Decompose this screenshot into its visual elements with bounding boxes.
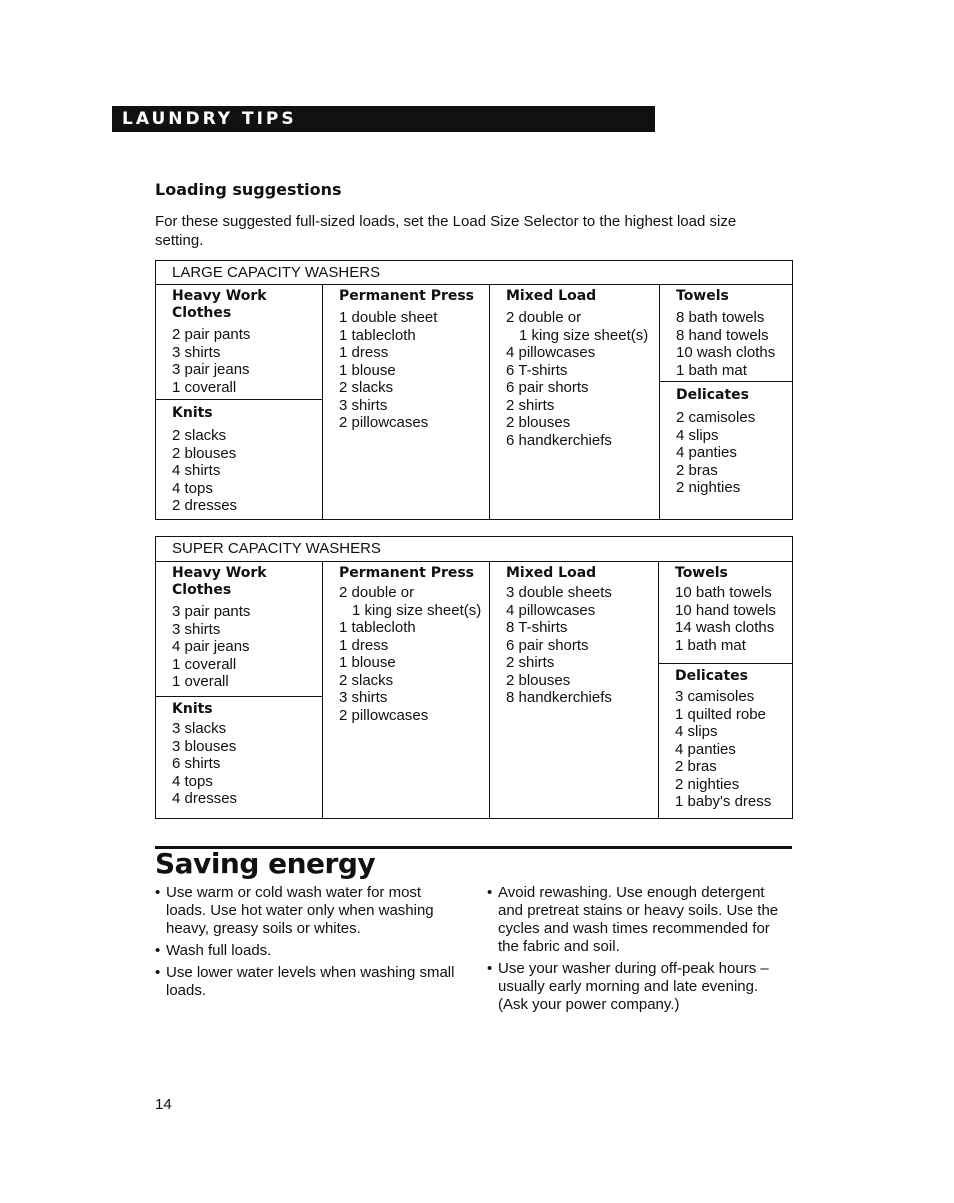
list-item: 2 double or (506, 309, 582, 326)
heavy-work-column (156, 285, 322, 519)
list-item: 2 blouses (506, 414, 571, 431)
list-item: 2 blouses (506, 671, 571, 689)
list-item: 4 pillowcases (506, 601, 596, 619)
list-item: • Wash full loads. (155, 942, 455, 960)
item-list (506, 309, 659, 449)
list-item: 6 pair shorts (506, 379, 589, 396)
list-item: 1 coverall (172, 655, 237, 673)
list-item: 2 pillowcases (339, 706, 429, 724)
list-item: 2 dresses (172, 497, 238, 514)
list-item: 1 blouse (339, 654, 396, 671)
list-item: 1 blouse (339, 361, 396, 379)
list-item: • Use lower water levels when washing small loads. (155, 964, 455, 1000)
list-item: 2 slacks (172, 427, 227, 444)
list-item: 2 bras (676, 461, 718, 479)
list-item: 2 pair pants (172, 326, 251, 343)
list-item: 6 shirts (172, 755, 221, 772)
column-heading: Towels (675, 565, 728, 581)
page-number: 14 (155, 1096, 172, 1113)
list-item: 2 nighties (676, 479, 741, 496)
column-heading: Delicates (676, 387, 749, 403)
list-item: 2 nighties (675, 775, 740, 793)
towels-delicates-column (658, 562, 792, 818)
mixed-load-column (489, 285, 659, 519)
list-item: 3 shirts (172, 343, 221, 361)
list-item: 10 hand towels (675, 601, 776, 619)
column-heading: Knits (172, 405, 213, 421)
item-list (506, 584, 658, 707)
list-item: 14 wash cloths (675, 619, 775, 636)
list-item: 3 shirts (172, 620, 221, 638)
list-item: 8 hand towels (676, 326, 769, 344)
list-item: 1 tablecloth (339, 619, 416, 636)
energy-tips-right (487, 884, 792, 1018)
item-list (676, 309, 792, 379)
list-item: 6 handkerchiefs (506, 431, 612, 449)
list-item: 2 bras (675, 758, 717, 775)
list-item: 4 tops (172, 479, 213, 497)
list-item: 2 blouses (172, 444, 237, 462)
list-item: 3 camisoles (675, 688, 755, 705)
column-heading: Mixed Load (506, 565, 597, 581)
item-list (172, 326, 322, 396)
list-item: 1 coverall (172, 378, 237, 396)
list-item: 3 slacks (172, 720, 227, 737)
item-list (339, 584, 489, 724)
list-item: 4 dresses (172, 790, 238, 807)
list-item: 10 wash cloths (676, 344, 776, 361)
permanent-press-column (322, 562, 489, 818)
column-heading: Towels (676, 288, 729, 304)
list-item: 4 panties (675, 740, 736, 758)
list-item: 1 king size sheet(s) (519, 326, 649, 344)
super-capacity-table (155, 536, 793, 819)
list-item: 6 pair shorts (506, 636, 589, 654)
column-heading: Permanent Press (339, 288, 475, 304)
list-item: 10 bath towels (675, 584, 772, 601)
column-heading: Delicates (675, 668, 748, 684)
column-heading: Knits (172, 701, 213, 717)
list-item: 3 shirts (339, 689, 388, 706)
item-list (339, 309, 489, 432)
column-heading: Heavy Work (172, 565, 267, 581)
list-item: • Use your washer during off-peak hours – usually early morning and late evening. (Ask your power company.) (487, 960, 792, 1014)
heavy-work-column (156, 562, 322, 818)
large-capacity-table (155, 260, 793, 520)
saving-energy-heading: Saving energy (155, 847, 376, 880)
list-item: • Use warm or cold wash water for most loads. Use hot water only when washing heavy, greasy soils or whites. (155, 884, 455, 938)
list-item: 2 camisoles (676, 409, 756, 426)
list-item: 1 tablecloth (339, 326, 416, 344)
item-list (676, 409, 792, 497)
table-title: LARGE CAPACITY WASHERS (156, 261, 792, 285)
permanent-press-column (322, 285, 489, 519)
list-item: 1 bath mat (675, 636, 746, 654)
list-item: 6 T-shirts (506, 361, 568, 379)
list-item: 2 shirts (506, 396, 555, 414)
list-item: 1 dress (339, 344, 389, 361)
list-item: 4 slips (676, 426, 719, 444)
list-item: 1 double sheet (339, 309, 438, 326)
list-item: 2 slacks (339, 379, 394, 396)
list-item: 1 king size sheet(s) (352, 601, 482, 619)
list-item: • Avoid rewashing. Use enough detergent and pretreat stains or heavy soils. Use the cycles and wash times recommended for the fabric and soil. (487, 884, 792, 956)
list-item: 8 bath towels (676, 309, 765, 326)
list-item: 2 pillowcases (339, 414, 429, 431)
towels-delicates-column (659, 285, 792, 519)
list-item: 2 slacks (339, 671, 394, 689)
loading-intro-text: For these suggested full-sized loads, set the Load Size Selector to the highest load size setting. (155, 213, 737, 249)
section-banner: LAUNDRY TIPS (112, 106, 655, 132)
list-item: 3 pair jeans (172, 361, 250, 378)
list-item: 3 shirts (339, 396, 388, 414)
table-title: SUPER CAPACITY WASHERS (156, 537, 792, 562)
list-item: 4 shirts (172, 462, 221, 479)
list-item: 4 tops (172, 772, 213, 790)
column-heading: Permanent Press (339, 565, 475, 581)
list-item: 4 pair jeans (172, 638, 250, 655)
column-heading: Mixed Load (506, 288, 597, 304)
list-item: 1 dress (339, 636, 389, 654)
list-item: 4 slips (675, 723, 718, 740)
list-item: 8 T-shirts (506, 619, 568, 636)
list-item: 3 blouses (172, 737, 237, 755)
item-list (172, 603, 322, 691)
list-item: 1 quilted robe (675, 705, 766, 723)
energy-tips-left (155, 884, 455, 1004)
list-item: 4 pillowcases (506, 344, 596, 361)
list-item: 2 shirts (506, 654, 555, 671)
item-list (172, 720, 322, 808)
column-subheading: Clothes (172, 305, 232, 321)
mixed-load-column (489, 562, 658, 818)
list-item: 8 handkerchiefs (506, 689, 612, 706)
item-list (172, 427, 322, 515)
list-item: 1 overall (172, 673, 229, 690)
loading-suggestions-heading: Loading suggestions (155, 180, 342, 199)
list-item: 1 bath mat (676, 361, 747, 379)
list-item: 1 baby's dress (675, 793, 772, 810)
list-item: 4 panties (676, 444, 737, 461)
list-item: 3 pair pants (172, 603, 251, 620)
column-heading: Heavy Work (172, 288, 267, 304)
item-list (675, 584, 792, 654)
item-list (675, 688, 792, 811)
list-item: 2 double or (339, 584, 415, 601)
list-item: 3 double sheets (506, 584, 612, 601)
column-subheading: Clothes (172, 582, 232, 598)
